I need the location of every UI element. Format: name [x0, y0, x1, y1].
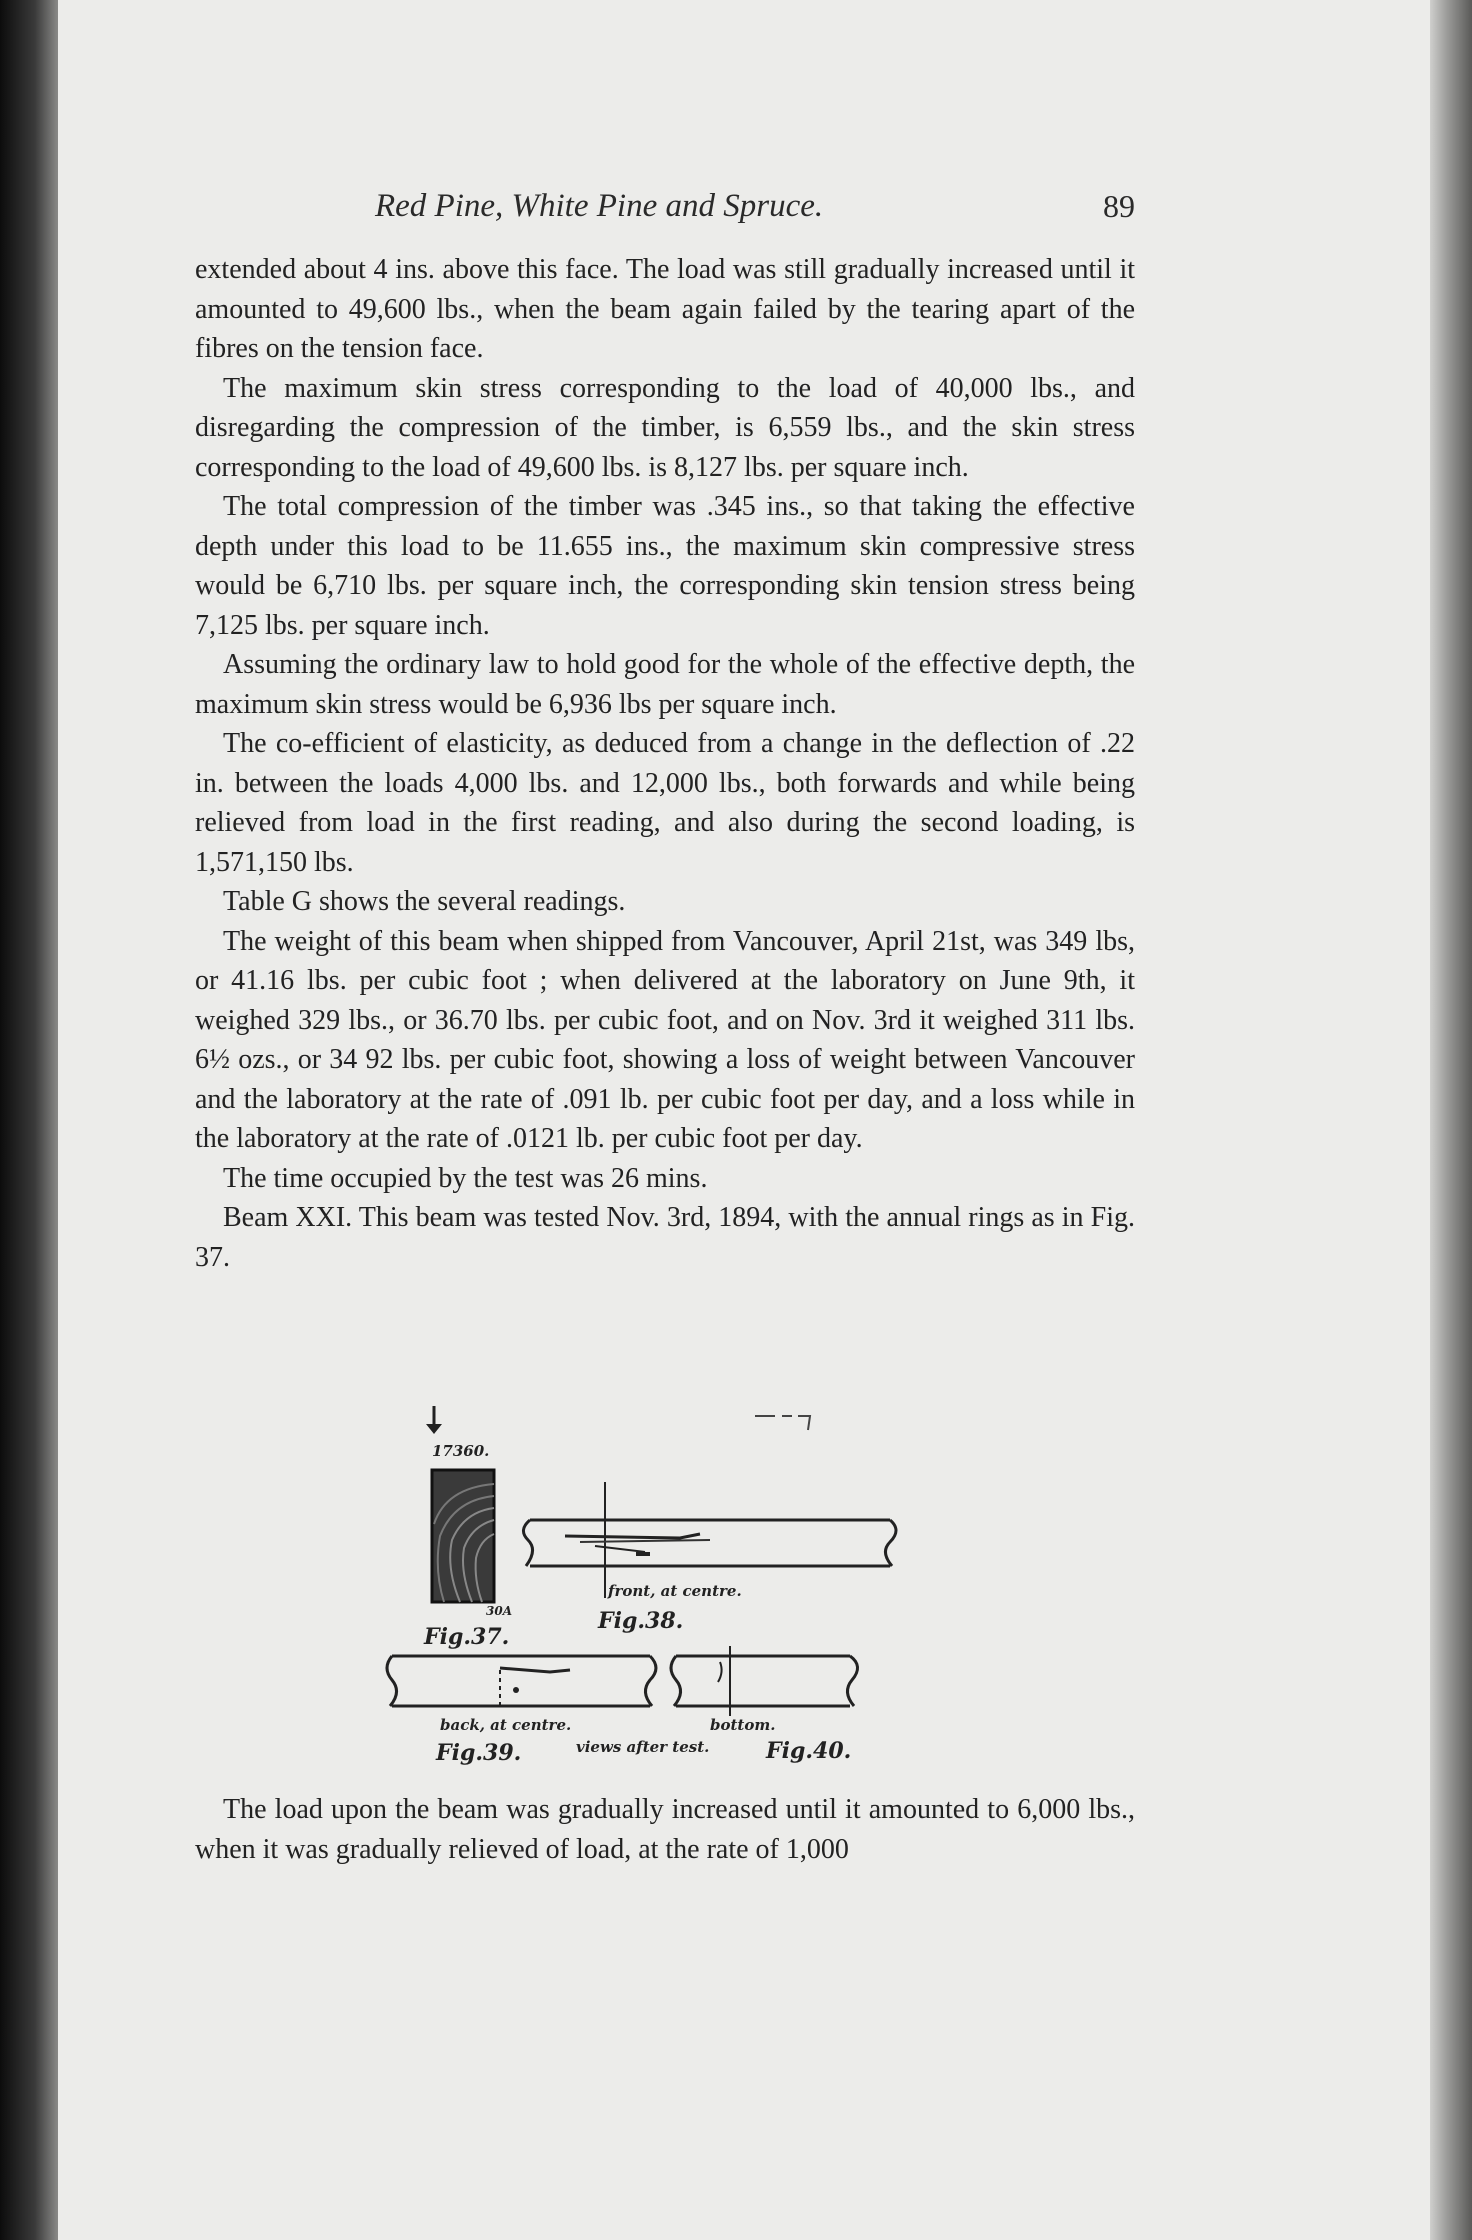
- paragraph: Table G shows the several readings.: [223, 886, 626, 917]
- bottom-text: [195, 1790, 1135, 1869]
- views-label: views after test.: [576, 1738, 710, 1756]
- body-text: [195, 250, 1135, 1277]
- paragraph: Assuming the ordinary law to hold good for the whole of the effective depth, the maximum skin stress would be 6,936 lbs per square inch.: [195, 649, 1135, 720]
- paragraph: The weight of this beam when shipped from Vancouver, April 21st, was 349 lbs, or 41.16 lbs. per cubic foot ; when delivered at the laboratory on June 9th, it weighed 329 lbs., or 36.70 lbs. per cubic foot, and on Nov. 3rd it weighed 311 lbs. 6½ ozs., or 34 92 lbs. per cubic foot, showing a loss of weight between Vancouver and the laboratory at the rate of .091 lb. per cubic foot per day, and a loss while in the laboratory at the rate of .0121 lb. per cubic foot per day.: [195, 925, 1135, 1154]
- beam-figure: [380, 1400, 900, 1780]
- load-label: 17360.: [432, 1442, 490, 1460]
- fig40-label: Fig.40.: [766, 1738, 852, 1764]
- fig37-label: Fig.37.: [424, 1624, 510, 1650]
- paragraph: extended about 4 ins. above this face. The load was still gradually increased until it amounted to 49,600 lbs., when the beam again failed by the tearing apart of the fibres on the tension face.: [195, 254, 1135, 364]
- paragraph: The maximum skin stress corresponding to the load of 40,000 lbs., and disregarding the compression of the timber, is 6,559 lbs., and the skin stress corresponding to the load of 49,600 lbs. is 8,127 lbs. per square inch.: [195, 372, 1135, 483]
- beam-bottom-view: [671, 1646, 858, 1716]
- beam-back-view: [387, 1656, 656, 1706]
- fig38-label: Fig.38.: [598, 1608, 684, 1634]
- page-edge: [1430, 0, 1472, 2240]
- running-title: Red Pine, White Pine and Spruce.: [375, 188, 824, 224]
- paragraph: The total compression of the timber was .345 ins., so that taking the effective depth under this load to be 11.655 ins., the maximum skin compressive stress would be 6,710 lbs. per square inch, the corresponding skin tension stress being 7,125 lbs. per square inch.: [195, 491, 1135, 641]
- section-mark: 30A: [486, 1604, 513, 1618]
- paragraph: The load upon the beam was gradually increased until it amounted to 6,000 lbs., when it was gradually relieved of load, at the rate of 1,000: [195, 1794, 1135, 1865]
- book-spine: [0, 0, 58, 2240]
- bottom-label: bottom.: [710, 1716, 776, 1734]
- paragraph: The co-efficient of elasticity, as deduced from a change in the deflection of .22 in. between the loads 4,000 lbs. and 12,000 lbs., both forwards and while being relieved from load in the first reading, and also during the second loading, is 1,571,150 lbs.: [195, 728, 1135, 878]
- page-header: [195, 188, 1135, 238]
- page-number: 89: [1103, 188, 1135, 224]
- front-label: front, at centre.: [608, 1582, 742, 1600]
- back-label: back, at centre.: [440, 1716, 572, 1734]
- load-arrowhead: [426, 1424, 442, 1434]
- fig39-label: Fig.39.: [436, 1740, 522, 1766]
- dash-mark: [755, 1416, 810, 1430]
- beam-front-view: [523, 1482, 896, 1598]
- beam-sketch: [380, 1400, 900, 1780]
- cross-section: [432, 1470, 494, 1602]
- paragraph: The time occupied by the test was 26 mins.: [223, 1162, 708, 1194]
- paragraph: Beam XXI. This beam was tested Nov. 3rd, 1894, with the annual rings as in Fig. 37.: [195, 1202, 1135, 1273]
